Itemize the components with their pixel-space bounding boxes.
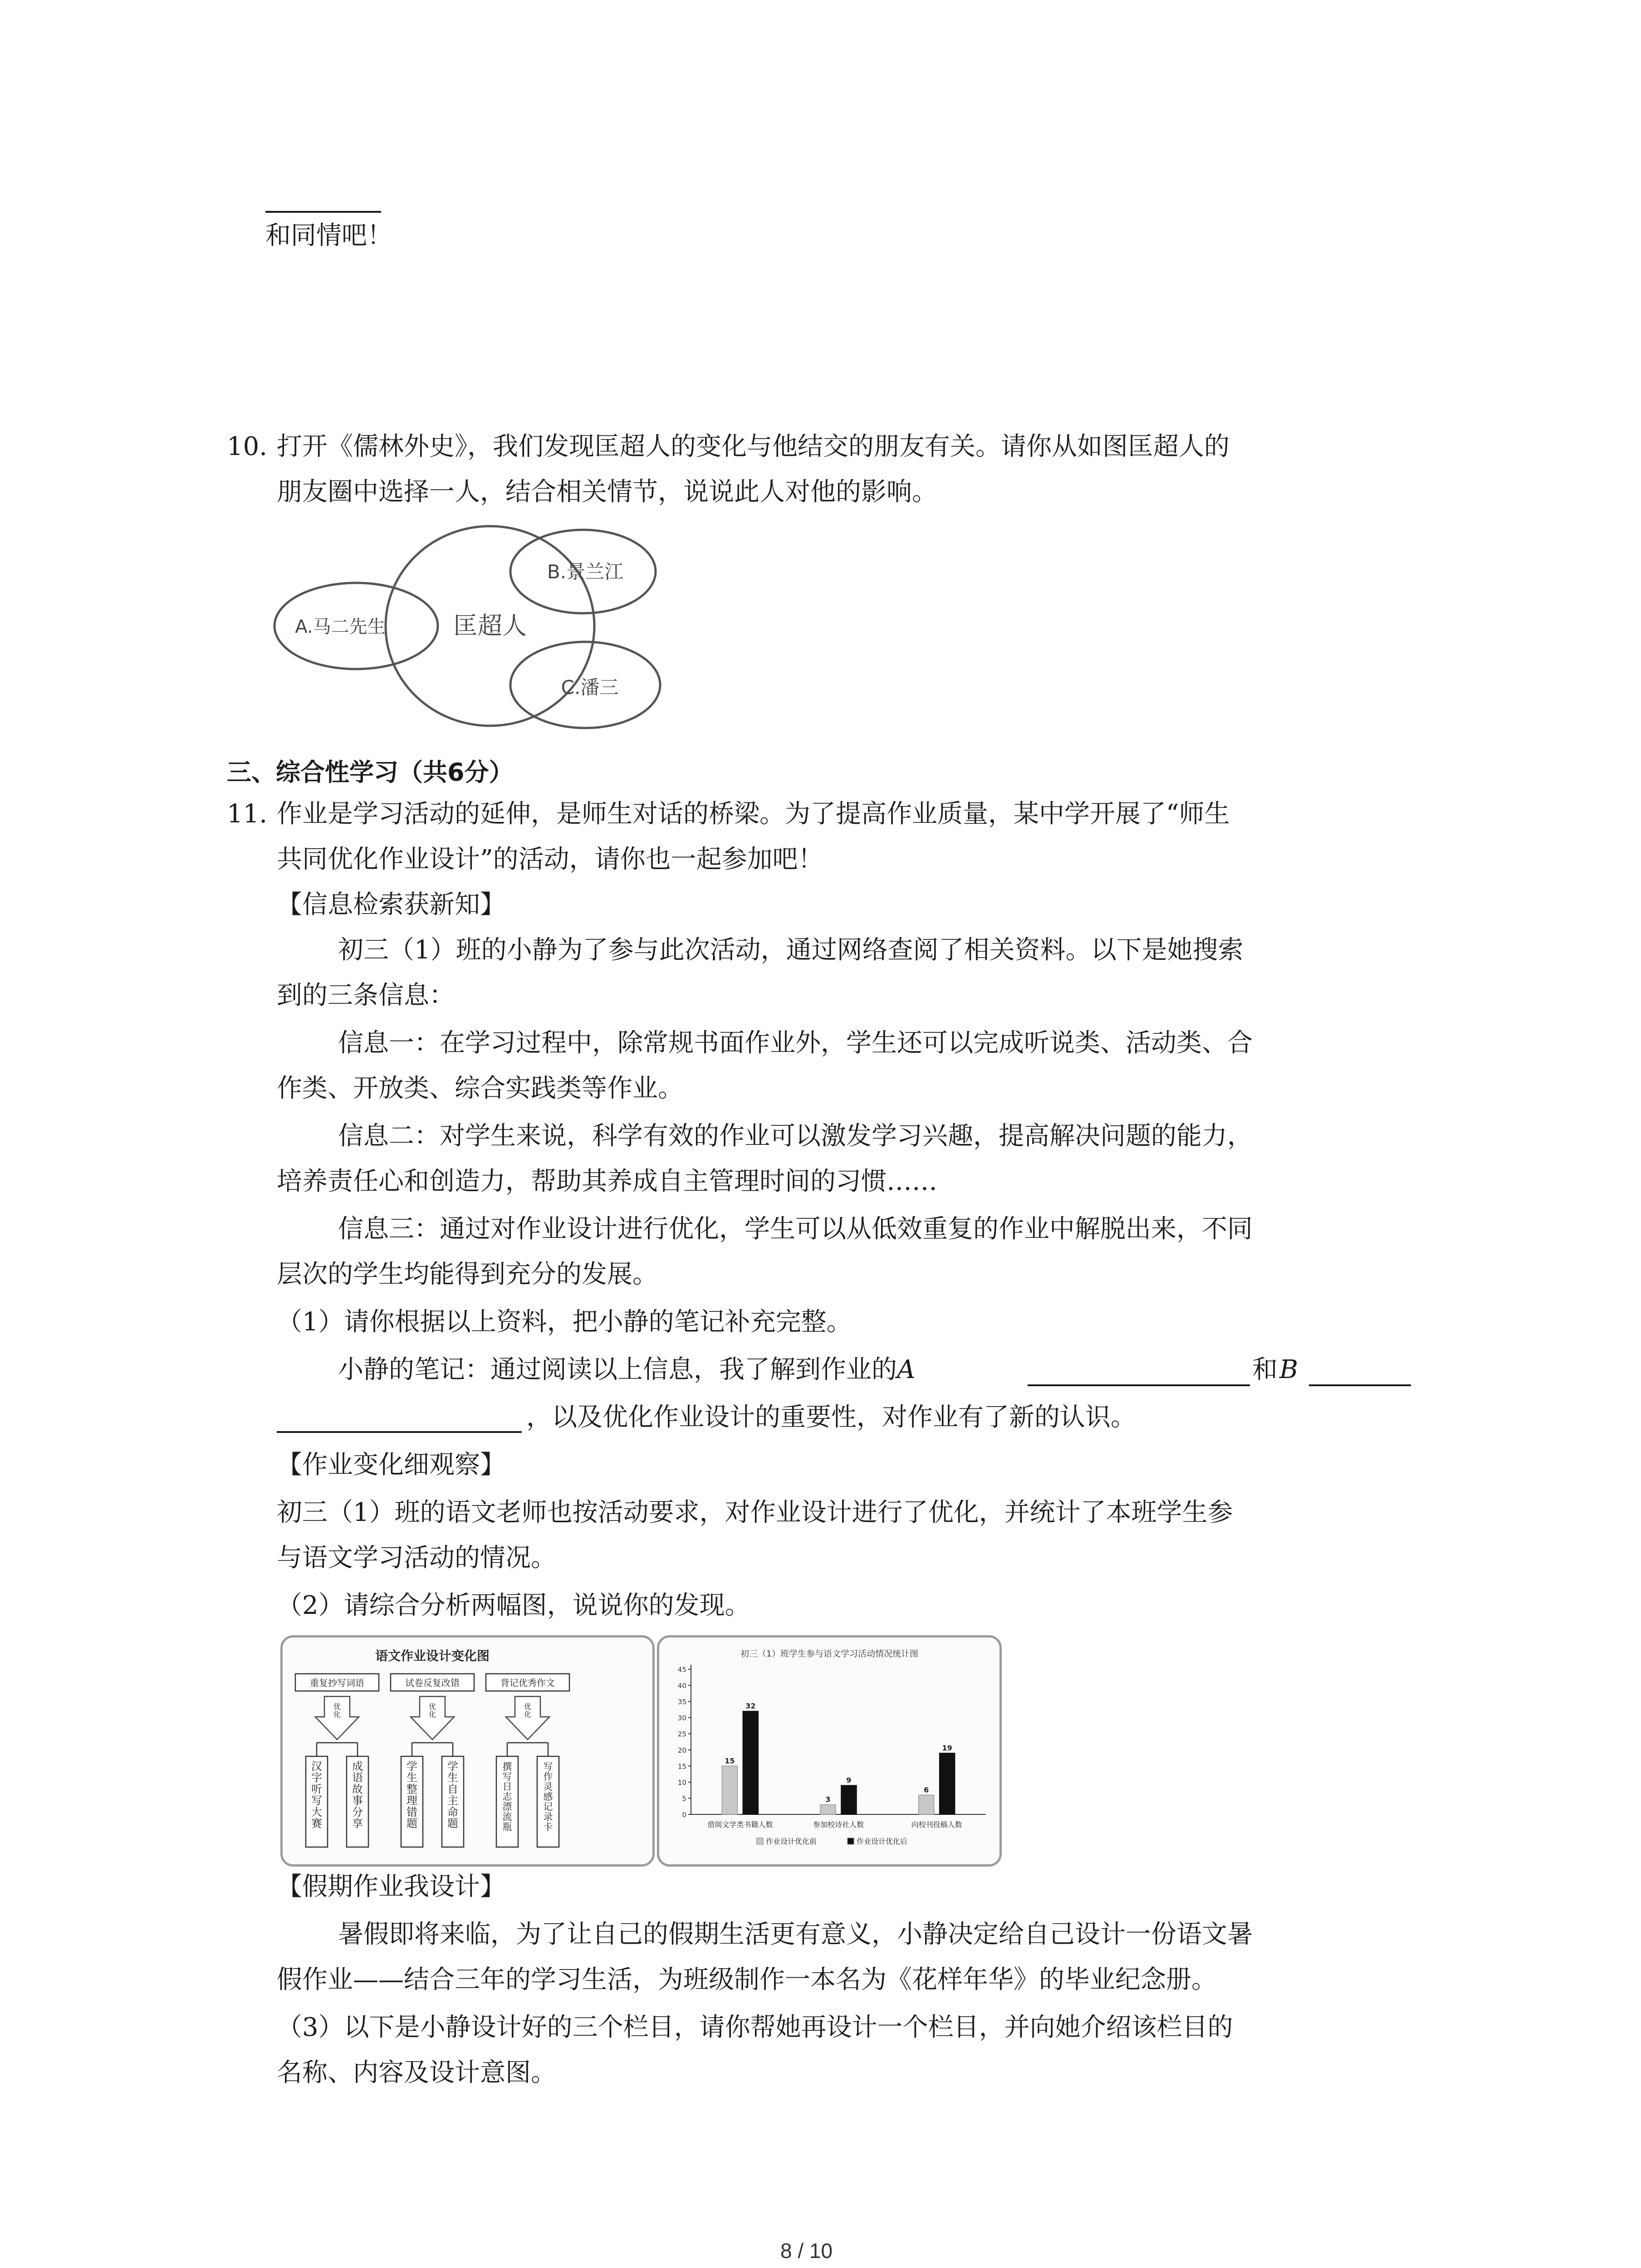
bar	[743, 1711, 758, 1814]
category-label: 参加校诗社人数	[813, 1820, 864, 1829]
after-label: 写作灵感记录卡	[543, 1761, 553, 1833]
flow-diagram	[283, 1637, 652, 1864]
after-label: 学生整理错题	[407, 1760, 417, 1830]
label-a: A	[897, 1355, 916, 1384]
legend-label: 作业设计优化后	[857, 1837, 908, 1846]
y-tick-label: 20	[677, 1746, 686, 1755]
paragraph: 暑假即将来临，为了让自己的假期生活更有意义，小静决定给自己设计一份语文暑	[338, 1920, 1253, 1949]
friend-circle-diagram	[272, 517, 690, 735]
page-number: 8 / 10	[780, 2239, 833, 2263]
note-line	[338, 1354, 915, 1386]
info-paragraph: 信息一：在学习过程中，除常规书面作业外，学生还可以完成听说类、活动类、合	[338, 1028, 1253, 1058]
question-text: 朋友圈中选择一人，结合相关情节，说说此人对他的影响。	[277, 477, 937, 507]
info-paragraph: 层次的学生均能得到充分的发展。	[277, 1260, 658, 1289]
after-label: 学生自主命题	[447, 1760, 458, 1830]
paragraph: 到的三条信息：	[277, 981, 455, 1010]
flow-panel	[280, 1635, 655, 1867]
after-label: 汉字听写大赛	[311, 1760, 322, 1830]
sub-question: 名称、内容及设计意图。	[277, 2058, 556, 2087]
arrow-label: 优化	[524, 1702, 532, 1719]
y-tick-label: 0	[682, 1811, 686, 1819]
info-paragraph: 培养责任心和创造力，帮助其养成自主管理时间的习惯……	[277, 1167, 937, 1196]
sub-question: （3）以下是小静设计好的三个栏目，请你帮她再设计一个栏目，并向她介绍该栏目的	[277, 2013, 1233, 2042]
y-tick-label: 5	[682, 1794, 686, 1803]
bar	[940, 1753, 955, 1814]
y-tick-label: 15	[677, 1762, 686, 1771]
section-heading: 三、综合性学习（共6分）	[227, 758, 514, 787]
info-paragraph: 作类、开放类、综合实践类等作业。	[277, 1074, 683, 1103]
y-tick-label: 45	[677, 1666, 686, 1674]
y-tick-label: 30	[677, 1714, 686, 1722]
flow-group	[391, 1674, 474, 1847]
legend-swatch	[757, 1838, 763, 1844]
center-label: 匡超人	[453, 611, 527, 640]
paragraph: 与语文学习活动的情况。	[277, 1543, 556, 1573]
question-text: 作业是学习活动的延伸，是师生对话的桥梁。为了提高作业质量，某中学开展了“师生	[277, 799, 1230, 829]
label-c: C.潘三	[561, 676, 619, 699]
note-prefix: 小静的笔记：通过阅读以上信息，我了解到作业的	[338, 1355, 897, 1384]
flow-groups	[295, 1674, 569, 1847]
flow-title: 语文作业设计变化图	[375, 1648, 490, 1663]
note-and: 和	[1252, 1355, 1278, 1384]
blank-b[interactable]	[1309, 1384, 1411, 1386]
category-label: 借阅文学类书籍人数	[707, 1820, 773, 1829]
data-label: 15	[725, 1756, 735, 1765]
bar	[919, 1795, 934, 1814]
data-label: 3	[825, 1795, 831, 1804]
blank-a[interactable]	[1028, 1384, 1250, 1386]
note-suffix: ，以及优化作业设计的重要性，对作业有了新的认识。	[526, 1403, 1136, 1432]
info-paragraph: 信息二：对学生来说，科学有效的作业可以激发学习兴趣，提高解决问题的能力，	[338, 1121, 1253, 1151]
data-label: 9	[846, 1776, 852, 1784]
y-tick-label: 40	[677, 1681, 686, 1690]
legend-label: 作业设计优化前	[766, 1837, 817, 1846]
continuation-text: 和同情吧！	[265, 221, 392, 250]
y-tick-label: 25	[677, 1730, 686, 1739]
y-tick-label: 10	[677, 1778, 686, 1787]
bar	[722, 1766, 737, 1814]
sub-question: （1）请你根据以上资料，把小静的笔记补充完整。	[277, 1307, 852, 1337]
flow-group	[295, 1674, 379, 1847]
question-text: 共同优化作业设计”的活动，请你也一起参加吧！	[277, 845, 823, 874]
bar	[841, 1785, 857, 1814]
paragraph: 初三（1）班的小静为了参与此次活动，通过网络查阅了相关资料。以下是她搜索	[338, 935, 1244, 965]
sub-question: （2）请综合分析两幅图，说说你的发现。	[277, 1591, 750, 1620]
part-title: 【作业变化细观察】	[277, 1450, 505, 1480]
chart-panel	[657, 1635, 1002, 1867]
arrow-label: 优化	[428, 1702, 436, 1719]
bar	[820, 1805, 836, 1814]
bar-chart	[659, 1637, 999, 1864]
question-number: 10.	[227, 432, 268, 461]
data-label: 6	[924, 1785, 929, 1794]
after-label: 成语故事分享	[352, 1760, 363, 1830]
part-title: 【信息检索获新知】	[277, 890, 505, 919]
before-label: 试卷反复改错	[405, 1677, 460, 1688]
label-a: A.马二先生	[295, 616, 386, 637]
flow-group	[486, 1674, 569, 1847]
category-label: 向校刊投稿人数	[911, 1820, 962, 1829]
chart-title: 初三（1）班学生参与语文学习活动情况统计图	[740, 1649, 919, 1659]
data-label: 19	[942, 1743, 952, 1752]
blank-b-cont[interactable]	[277, 1431, 522, 1433]
before-label: 背记优秀作文	[500, 1677, 555, 1688]
legend-swatch	[847, 1838, 854, 1844]
label-b: B.景兰江	[547, 561, 624, 583]
part-title: 【假期作业我设计】	[277, 1872, 505, 1901]
question-text: 打开《儒林外史》，我们发现匡超人的变化与他结交的朋友有关。请你从如图匡超人的	[277, 432, 1230, 461]
after-label: 撰写日志漂流瓶	[502, 1761, 512, 1833]
question-number: 11.	[227, 799, 268, 829]
paragraph: 假作业——结合三年的学习生活，为班级制作一本名为《花样年华》的毕业纪念册。	[277, 1965, 1217, 1994]
before-label: 重复抄写词语	[310, 1677, 364, 1688]
label-b: B	[1279, 1355, 1298, 1384]
y-tick-label: 35	[677, 1698, 686, 1706]
paragraph: 初三（1）班的语文老师也按活动要求，对作业设计进行了优化，并统计了本班学生参	[277, 1498, 1233, 1527]
arrow-label: 优化	[333, 1702, 341, 1719]
answer-blank	[265, 211, 381, 213]
info-paragraph: 信息三：通过对作业设计进行优化，学生可以从低效重复的作业中解脱出来，不同	[338, 1214, 1253, 1244]
data-label: 32	[745, 1701, 756, 1711]
